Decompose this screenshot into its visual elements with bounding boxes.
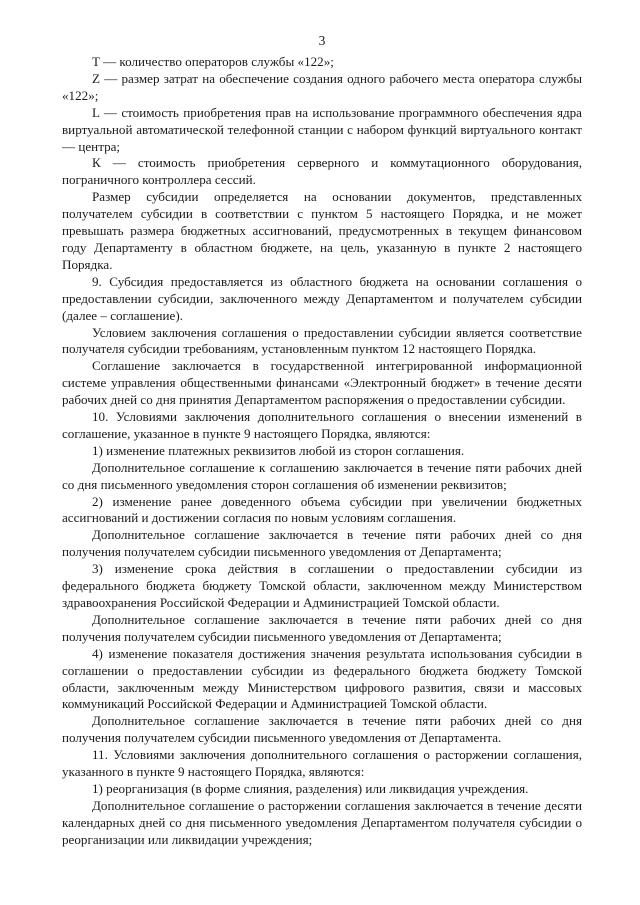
clause-10-item-4-note: Дополнительное соглашение заключается в течение пяти рабочих дней со дня получения получателем субсидии письменного уведомления от Департамента. bbox=[62, 713, 586, 746]
clause-11-item-1: 1) реорганизация (в форме слияния, разделения) или ликвидация учреждения. bbox=[92, 780, 529, 796]
clause-9: 9. Субсидия предоставляется из областного бюджета на основании соглашения о предоставлении субсидии, заключенного между Департаментом и получателем субсидии (далее – соглашение). bbox=[62, 273, 586, 323]
formula-variable-t: T — количество операторов службы «122»; bbox=[92, 54, 334, 69]
clause-10-item-4: 4) изменение показателя достижения значения результата использования субсидии в соглашении о предоставлении субсидии из федерального бюджета бюджету Томской области, заключенным между Министерством цифрового развития, связи и массовых коммуникаций Российской Федерации и Администрацией Томской области. bbox=[62, 645, 586, 712]
clause-9-condition: Условием заключения соглашения о предоставлении субсидии является соответствие получателя субсидии требованиям, установленным пунктом 12 настоящего Порядка. bbox=[62, 324, 586, 357]
formula-variable-k: К — стоимость приобретения серверного и коммутационного оборудования, пограничного контроллера сессий. bbox=[62, 155, 586, 188]
clause-9-electronic-budget: Соглашение заключается в государственной интегрированной информационной системе управления общественными финансами «Электронный бюджет» в течение десяти рабочих дней со дня принятия Департаментом распоряжения о предоставлении субсидии. bbox=[62, 358, 586, 408]
clause-10-item-1: 1) изменение платежных реквизитов любой из сторон соглашения. bbox=[92, 442, 465, 458]
paragraph-subsidy-size: Размер субсидии определяется на основании документов, представленных получателем субсидии в соответствии с пунктом 5 настоящего Порядка, и не может превышать размера бюджетных ассигнований, предусмотренных в текущем финансовом году Департаменту в областном бюджете, на цель, указанную в пункте 2 настоящего Порядка. bbox=[62, 189, 586, 272]
clause-10: 10. Условиями заключения дополнительного соглашения о внесении изменений в соглашение, указанное в пункте 9 настоящего Порядка, являются: bbox=[62, 409, 586, 441]
formula-variable-l: L — стоимость приобретения прав на использование программного обеспечения ядра виртуальной автоматической телефонной станции с набором функций виртуального контакт — центра; bbox=[62, 104, 586, 154]
clause-10-item-3-note: Дополнительное соглашение заключается в течение пяти рабочих дней со дня получения получателем субсидии письменного уведомления от Департамента; bbox=[62, 611, 586, 644]
formula-variable-z: Z — размер затрат на обеспечение создания одного рабочего места оператора службы «122»; bbox=[62, 70, 586, 103]
clause-10-item-2: 2) изменение ранее доведенного объема субсидии при увеличении бюджетных ассигнований и достижении согласия по новым условиям соглашения. bbox=[62, 493, 586, 526]
clause-10-item-1-note: Дополнительное соглашение к соглашению заключается в течение пяти рабочих дней со дня письменного уведомления сторон соглашения об изменении реквизитов; bbox=[62, 459, 586, 492]
clause-10-item-3: 3) изменение срока действия в соглашении о предоставлении субсидии из федерального бюджета бюджету Томской области, заключенном между Министерством здравоохранения Российской Федерации и Администрацией Томской области. bbox=[62, 561, 586, 610]
clause-11-item-1-note: Дополнительное соглашение о расторжении соглашения заключается в течение десяти календарных дней со дня письменного уведомления Департаментом получателя субсидии о реорганизации или ликвидации учреждения; bbox=[62, 797, 586, 847]
clause-11: 11. Условиями заключения дополнительного соглашения о расторжении соглашения, указанного в пункте 9 настоящего Порядка, являются: bbox=[62, 747, 586, 780]
clause-10-item-2-note: Дополнительное соглашение заключается в течение пяти рабочих дней со дня получения получателем субсидии письменного уведомления от Департамента; bbox=[62, 527, 586, 560]
page-number: 3 bbox=[318, 33, 326, 48]
